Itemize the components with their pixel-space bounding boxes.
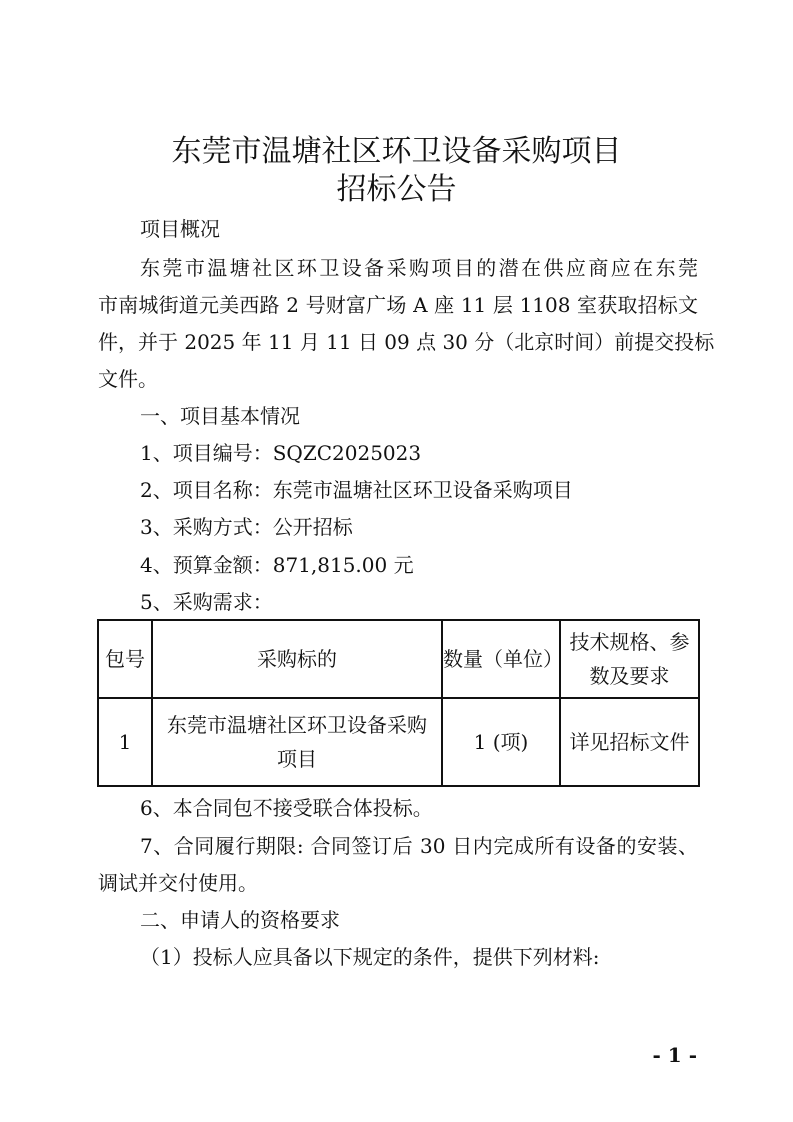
document-subtitle: 招标公告 bbox=[336, 172, 457, 207]
overview-paragraph-line: 东莞市温塘社区环卫设备采购项目的潜在供应商应在东莞 bbox=[140, 256, 698, 280]
overview-paragraph-line: 市南城街道元美西路 2 号财富广场 A 座 11 层 1108 室获取招标文 bbox=[98, 293, 698, 317]
cell-spec: 详见招标文件 bbox=[560, 698, 699, 786]
item-6: 6、本合同包不接受联合体投标。 bbox=[140, 796, 433, 820]
cell-procurement-item bbox=[152, 698, 442, 786]
page-number: - 1 - bbox=[652, 1043, 697, 1067]
cell-quantity: 1 (项) bbox=[442, 698, 560, 786]
header-quantity: 数量（单位） bbox=[442, 620, 560, 698]
procurement-table bbox=[97, 619, 700, 787]
procurement-requirements-label: 5、采购需求： bbox=[140, 590, 273, 614]
cell-package-no: 1 bbox=[98, 698, 152, 786]
cell-procurement-item-line2: 项目 bbox=[277, 747, 317, 771]
section2-item-1: （1）投标人应具备以下规定的条件，提供下列材料: bbox=[140, 945, 600, 969]
cell-procurement-item-line1: 东莞市温塘社区环卫设备采购 bbox=[167, 713, 427, 737]
header-package-no: 包号 bbox=[98, 620, 152, 698]
procurement-method: 3、采购方式：公开招标 bbox=[140, 515, 353, 539]
project-number: 1、项目编号：SQZC2025023 bbox=[140, 441, 422, 465]
item-7-line2: 调试并交付使用。 bbox=[98, 871, 258, 895]
budget-amount: 4、预算金额：871,815.00 元 bbox=[140, 553, 414, 577]
section2-heading: 二、申请人的资格要求 bbox=[140, 908, 340, 932]
header-spec bbox=[560, 620, 699, 698]
overview-heading: 项目概况 bbox=[140, 217, 220, 241]
table-row bbox=[98, 698, 699, 786]
table-header-row bbox=[98, 620, 699, 698]
header-spec-line2: 数及要求 bbox=[589, 664, 670, 688]
header-procurement-item: 采购标的 bbox=[152, 620, 442, 698]
header-spec-line1: 技术规格、参 bbox=[569, 630, 690, 654]
overview-paragraph-line: 文件。 bbox=[98, 367, 158, 391]
item-7-line1: 7、合同履行期限: 合同签订后 30 日内完成所有设备的安装、 bbox=[140, 834, 698, 858]
section1-heading: 一、项目基本情况 bbox=[140, 404, 300, 428]
document-title: 东莞市温塘社区环卫设备采购项目 bbox=[171, 134, 622, 169]
overview-paragraph-line: 件，并于 2025 年 11 月 11 日 09 点 30 分（北京时间）前提交投标 bbox=[98, 330, 715, 354]
project-name: 2、项目名称：东莞市温塘社区环卫设备采购项目 bbox=[140, 478, 573, 502]
